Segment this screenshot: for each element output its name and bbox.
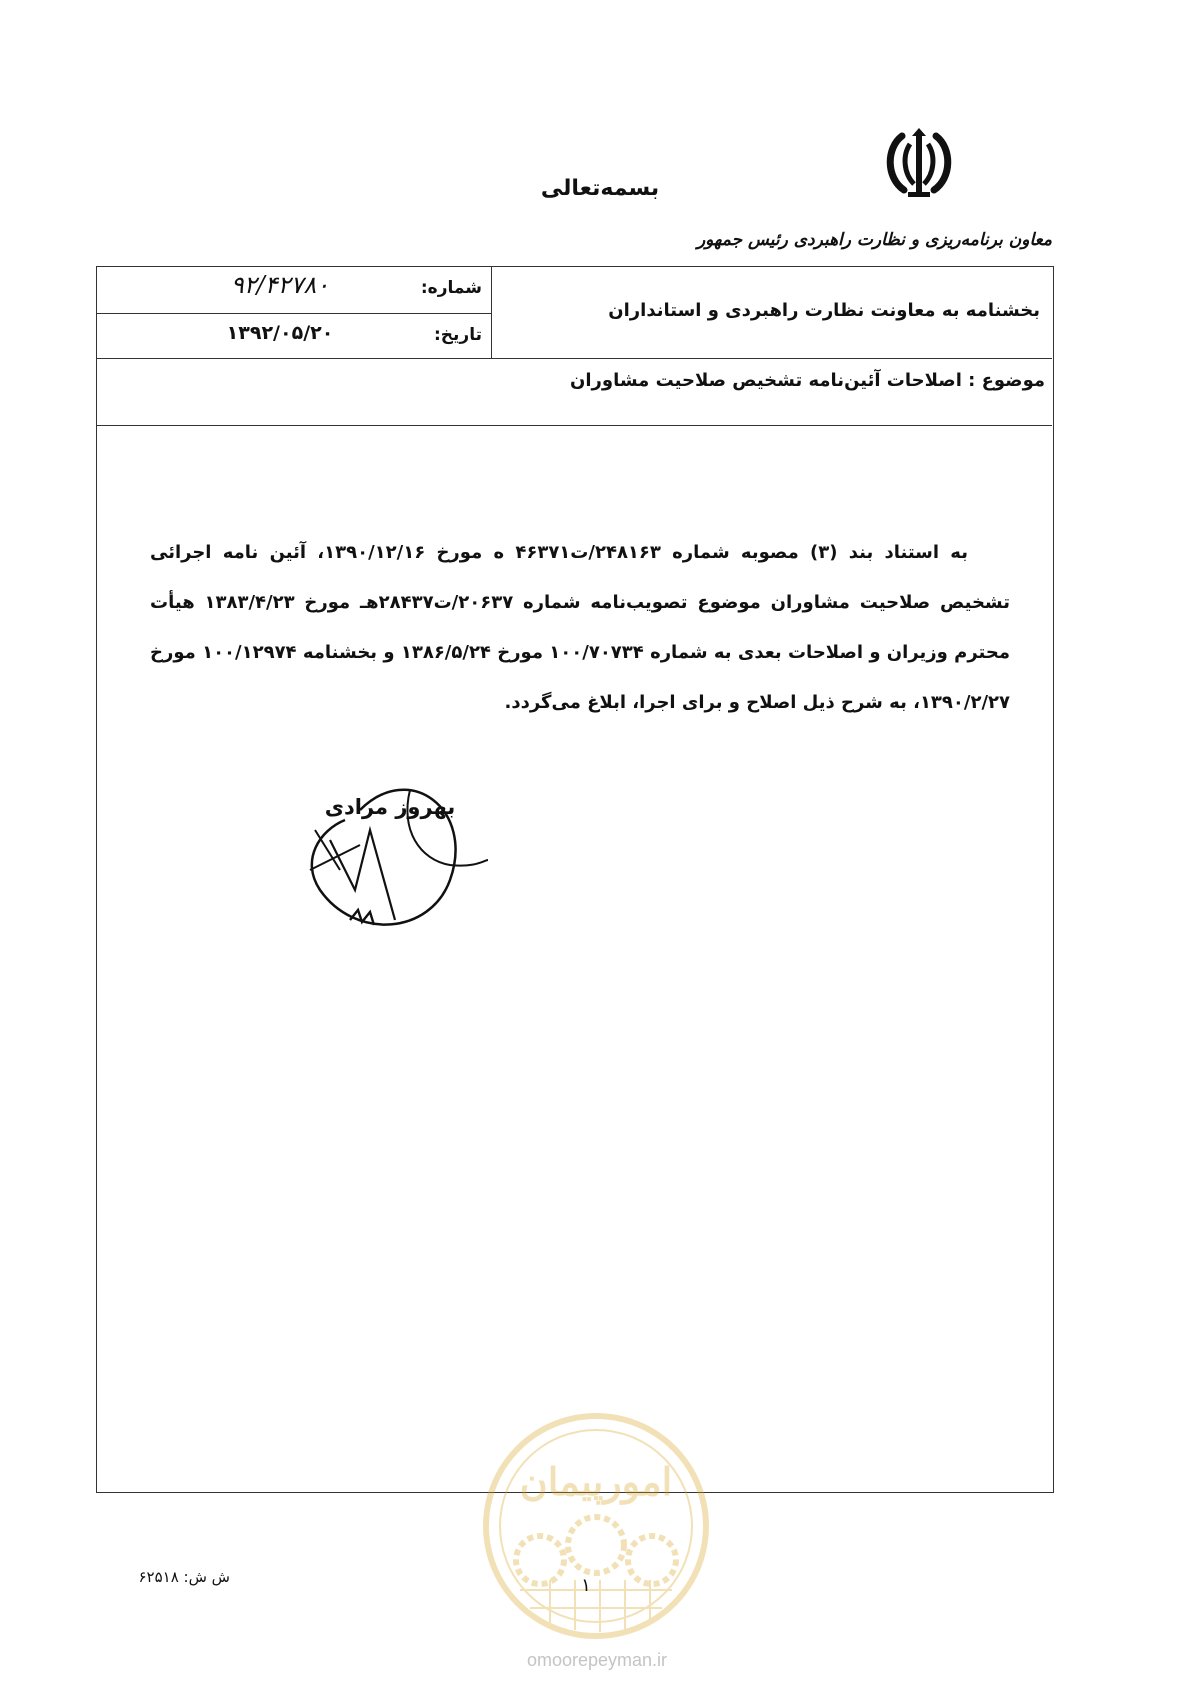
letter-frame <box>96 266 1054 1493</box>
body-paragraph: به استناد بند (۳) مصوبه شماره ۲۴۸۱۶۳/ت۴۶۳۷۱ ه مورخ ۱۳۹۰/۱۲/۱۶، آئین نامه اجرائی تشخیص صلاحیت مشاوران موضوع تصویب‌نامه شماره ۲۰۶۳۷/ت۲۸۴۳۷هـ مورخ ۱۳۸۳/۴/۲۳ هیأت محترم وزیران و اصلاحات بعدی به شماره ۱۰۰/۷۰۷۳۴ مورخ ۱۳۸۶/۵/۲۴ و بخشنامه ۱۰۰/۱۲۹۷۴ مورخ ۱۳۹۰/۲/۲۷، به شرح ذیل اصلاح و برای اجرا، ابلاغ می‌گردد. <box>150 542 1011 713</box>
document-code: ش ش: ۶۲۵۱۸ <box>138 1568 230 1586</box>
department-letterhead: معاون برنامه‌ریزی و نظارت راهبردی رئیس جمهور <box>696 230 1052 250</box>
subject-line: موضوع : اصلاحات آئین‌نامه تشخیص صلاحیت مشاوران <box>570 370 1045 391</box>
source-site-watermark: omoorepeyman.ir <box>526 1650 668 1670</box>
date-label: تاریخ: <box>434 325 482 345</box>
page-number: ۱ <box>581 1575 591 1596</box>
watermark-text: امورپیمان <box>519 1459 673 1504</box>
date-value: ۱۳۹۲/۰۵/۲۰ <box>226 322 334 344</box>
watermark-seal-icon <box>480 1410 712 1642</box>
divider <box>96 425 1052 426</box>
number-value: ۹۲/۴۲۷۸۰ <box>230 271 330 299</box>
iran-emblem-icon <box>882 128 956 200</box>
number-label: شماره: <box>420 278 482 298</box>
recipients-line: بخشنامه به معاونت نظارت راهبردی و استانداران <box>608 300 1040 321</box>
signer-name: بهروز مرادی <box>324 795 456 819</box>
invocation-heading: بسمه‌تعالی <box>540 176 660 201</box>
divider <box>96 313 491 314</box>
divider <box>96 358 1052 359</box>
